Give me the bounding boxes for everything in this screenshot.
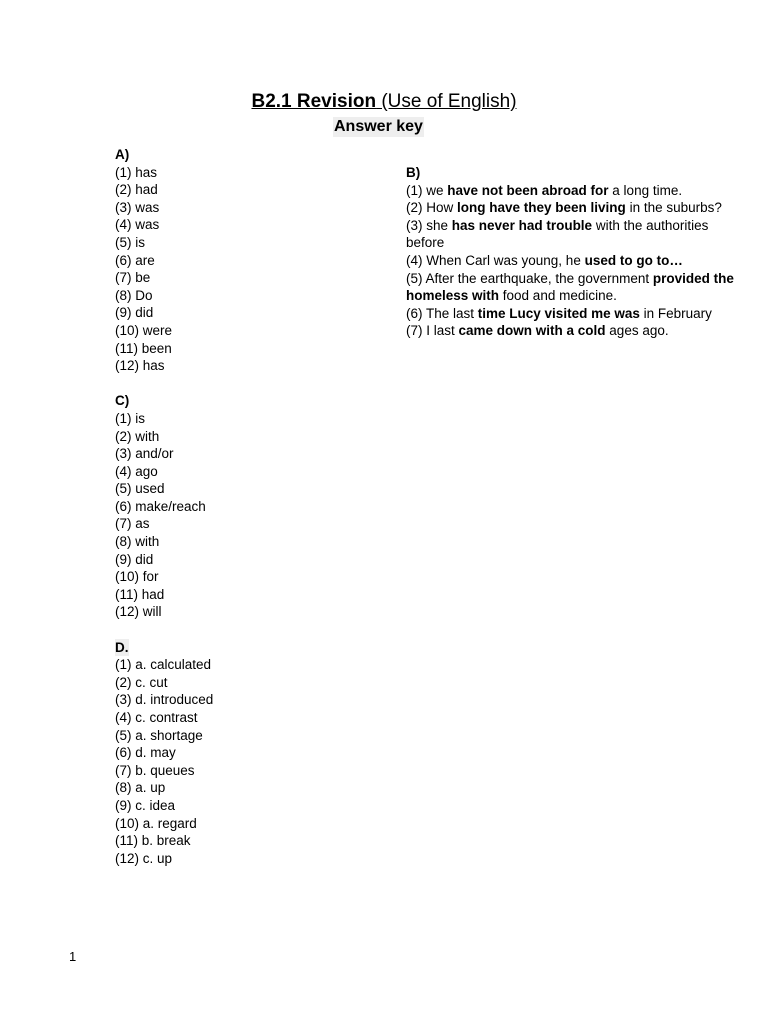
- item-answer: provided the homeless with: [406, 270, 734, 304]
- section-c: [115, 392, 375, 621]
- list-item: (6) d. may: [115, 745, 176, 761]
- list-item: [406, 322, 736, 340]
- item-answer: long have they been living: [457, 200, 626, 216]
- list-item: [406, 305, 736, 323]
- list-item: (2) c. cut: [115, 674, 168, 690]
- item-answer: time Lucy visited me was: [477, 305, 640, 321]
- item-text: (3) she: [406, 217, 452, 233]
- list-item: (8) a. up: [115, 780, 166, 796]
- list-item: (9) c. idea: [115, 797, 176, 813]
- list-item: (4) was: [115, 217, 160, 233]
- list-item: (11) had: [115, 586, 165, 602]
- answer-key-subtitle: Answer key: [334, 118, 423, 135]
- item-answer: have not been abroad for: [447, 182, 609, 198]
- item-text: ages ago.: [605, 323, 669, 339]
- item-text: (6) The last: [406, 305, 478, 321]
- right-column: [406, 164, 736, 340]
- item-text: food and medicine.: [499, 288, 617, 304]
- list-item: (8) with: [115, 534, 160, 550]
- item-answer: used to go to…: [584, 252, 683, 268]
- item-answer: came down with a cold: [458, 323, 606, 339]
- section-b-heading: B): [406, 165, 421, 180]
- list-item: [406, 252, 736, 270]
- list-item: (11) been: [115, 340, 172, 356]
- item-text: (5) After the earthquake, the government: [406, 270, 653, 286]
- list-item: [406, 217, 736, 252]
- list-item: [406, 270, 736, 305]
- item-text: with the authorities before: [406, 217, 709, 251]
- list-item: (6) make/reach: [115, 498, 206, 514]
- list-item: (1) is: [115, 410, 145, 426]
- item-text: (4) When Carl was young, he: [406, 252, 585, 268]
- item-text: (7) I last: [406, 323, 459, 339]
- list-item: (5) a. shortage: [115, 727, 203, 743]
- list-item: (3) was: [115, 199, 160, 215]
- list-item: (12) will: [115, 604, 162, 620]
- list-item: (7) be: [115, 270, 151, 286]
- item-text: (2) How: [406, 200, 458, 216]
- title-regular: (Use of English): [376, 91, 517, 112]
- section-d-heading: D.: [115, 639, 129, 655]
- list-item: (2) with: [115, 428, 160, 444]
- title-bold: B2.1 Revision: [251, 91, 377, 112]
- list-item: (9) did: [115, 305, 154, 321]
- item-text: in February: [639, 305, 712, 321]
- list-item: (12) c. up: [115, 850, 173, 866]
- section-c-heading: C): [115, 393, 130, 409]
- page-number: 1: [69, 949, 77, 964]
- section-a-heading: A): [115, 147, 130, 162]
- list-item: (3) d. introduced: [115, 692, 214, 708]
- item-text: in the suburbs?: [625, 200, 722, 216]
- list-item: (2) had: [115, 182, 158, 198]
- item-text: (1) we: [406, 182, 448, 198]
- document-title: [0, 90, 768, 114]
- list-item: (7) as: [115, 516, 150, 532]
- list-item: (1) a. calculated: [115, 657, 212, 673]
- item-answer: has never had trouble: [451, 217, 593, 233]
- list-item: (10) a. regard: [115, 815, 197, 831]
- list-item: (7) b. queues: [115, 762, 195, 778]
- left-column: [115, 146, 375, 867]
- list-item: (6) are: [115, 252, 155, 268]
- list-item: (1) has: [115, 164, 158, 180]
- list-item: (10) were: [115, 322, 173, 338]
- item-text: a long time.: [608, 182, 683, 198]
- list-item: (8) Do: [115, 287, 153, 303]
- list-item: [406, 199, 736, 217]
- list-item: (4) c. contrast: [115, 710, 198, 725]
- section-b: [406, 164, 736, 340]
- list-item: (9) did: [115, 551, 154, 567]
- section-a: [115, 146, 375, 375]
- list-item: (4) ago: [115, 463, 158, 479]
- list-item: (5) is: [115, 234, 145, 250]
- list-item: [406, 182, 736, 200]
- list-item: (5) used: [115, 481, 165, 497]
- list-item: (12) has: [115, 358, 165, 374]
- list-item: (3) and/or: [115, 446, 174, 462]
- section-d: [115, 639, 375, 868]
- list-item: (10) for: [115, 569, 159, 585]
- list-item: (11) b. break: [115, 833, 191, 849]
